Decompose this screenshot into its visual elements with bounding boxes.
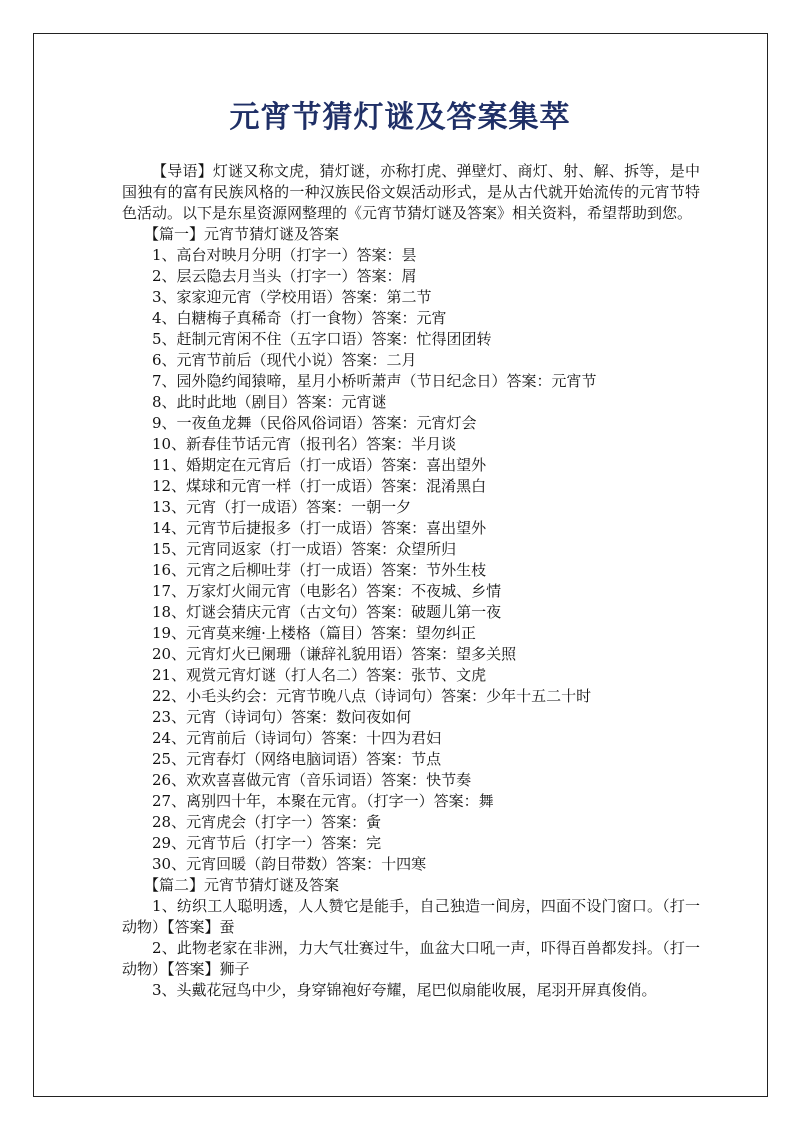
riddle-item: 28、元宵虎会（打字一）答案：夤 — [152, 813, 382, 831]
riddle-item: 16、元宵之后柳吐芽（打一成语）答案：节外生枝 — [152, 561, 487, 579]
riddle-item: 26、欢欢喜喜做元宵（音乐词语）答案：快节奏 — [152, 771, 472, 789]
riddle-item: 12、煤球和元宵一样（打一成语）答案：混淆黑白 — [152, 477, 487, 495]
riddle-item: 4、白糖梅子真稀奇（打一食物）答案：元宵 — [152, 309, 447, 327]
riddle-item: 20、元宵灯火已阑珊（谦辞礼貌用语）答案：望多关照 — [152, 645, 517, 663]
riddle-item: 14、元宵节后捷报多（打一成语）答案：喜出望外 — [152, 519, 487, 537]
riddle-item: 7、园外隐约闻猿啼，星月小桥听萧声（节日纪念日）答案：元宵节 — [152, 372, 597, 390]
riddle-list-1 — [122, 245, 700, 875]
riddle-item: 13、元宵（打一成语）答案：一朝一夕 — [152, 498, 412, 516]
riddle-item: 30、元宵回暖（韵目带数）答案：十四寒 — [152, 855, 427, 873]
riddle-item: 10、新春佳节话元宵（报刊名）答案：半月谈 — [152, 435, 457, 453]
riddle-item: 5、赶制元宵闲不住（五字口语）答案：忙得团团转 — [152, 330, 492, 348]
riddle-item: 23、元宵（诗词句）答案：数问夜如何 — [152, 708, 412, 726]
riddle-item: 1、纺织工人聪明透，人人赞它是能手，自己独造一间房，四面不设门窗口。（打一动物）【答案】蚕 — [122, 897, 700, 936]
document-title: 元宵节猜灯谜及答案集萃 — [229, 100, 571, 135]
riddle-item: 27、离别四十年，本聚在元宵。（打字一）答案：舞 — [152, 792, 494, 810]
riddle-item: 11、婚期定在元宵后（打一成语）答案：喜出望外 — [152, 456, 487, 474]
riddle-item: 3、家家迎元宵（学校用语）答案：第二节 — [152, 288, 432, 306]
riddle-item: 3、头戴花冠鸟中少，身穿锦袍好夸耀，尾巴似扇能收展，尾羽开屏真俊俏。 — [152, 981, 657, 999]
riddle-item: 25、元宵春灯（网络电脑词语）答案：节点 — [152, 750, 442, 768]
intro-paragraph: 【导语】灯谜又称文虎，猜灯谜，亦称打虎、弹壁灯、商灯、射、解、拆等，是中国独有的富有民族风格的一种汉族民俗文娱活动形式，是从古代就开始流传的元宵节特色活动。以下是东星资源网整理的《元宵节猜灯谜及答案》相关资料，希望帮助到您。 — [122, 162, 700, 222]
riddle-item: 18、灯谜会猜庆元宵（古文句）答案：破题儿第一夜 — [152, 603, 502, 621]
document-body — [122, 161, 700, 1001]
section-heading-2: 【篇二】元宵节猜灯谜及答案 — [144, 876, 340, 894]
riddle-item: 2、层云隐去月当头（打字一）答案：屑 — [152, 267, 417, 285]
riddle-item: 2、此物老家在非洲，力大气壮赛过牛，血盆大口吼一声，吓得百兽都发抖。（打一动物）【答案】狮子 — [122, 939, 700, 978]
riddle-list-2 — [122, 896, 700, 1001]
riddle-item: 9、一夜鱼龙舞（民俗风俗词语）答案：元宵灯会 — [152, 414, 477, 432]
riddle-item: 1、高台对映月分明（打字一）答案：昙 — [152, 246, 417, 264]
section-heading-1: 【篇一】元宵节猜灯谜及答案 — [144, 225, 340, 243]
riddle-item: 19、元宵莫来缠·上楼格（篇目）答案：望勿纠正 — [152, 624, 476, 642]
riddle-item: 24、元宵前后（诗词句）答案：十四为君妇 — [152, 729, 442, 747]
riddle-item: 17、万家灯火闹元宵（电影名）答案：不夜城、乡情 — [152, 582, 502, 600]
riddle-item: 29、元宵节后（打字一）答案：完 — [152, 834, 382, 852]
riddle-item: 6、元宵节前后（现代小说）答案：二月 — [152, 351, 417, 369]
riddle-item: 22、小毛头约会：元宵节晚八点（诗词句）答案：少年十五二十时 — [152, 687, 592, 705]
riddle-item: 8、此时此地（剧目）答案：元宵谜 — [152, 393, 387, 411]
riddle-item: 15、元宵同返家（打一成语）答案：众望所归 — [152, 540, 457, 558]
riddle-item: 21、观赏元宵灯谜（打人名二）答案：张节、文虎 — [152, 666, 487, 684]
